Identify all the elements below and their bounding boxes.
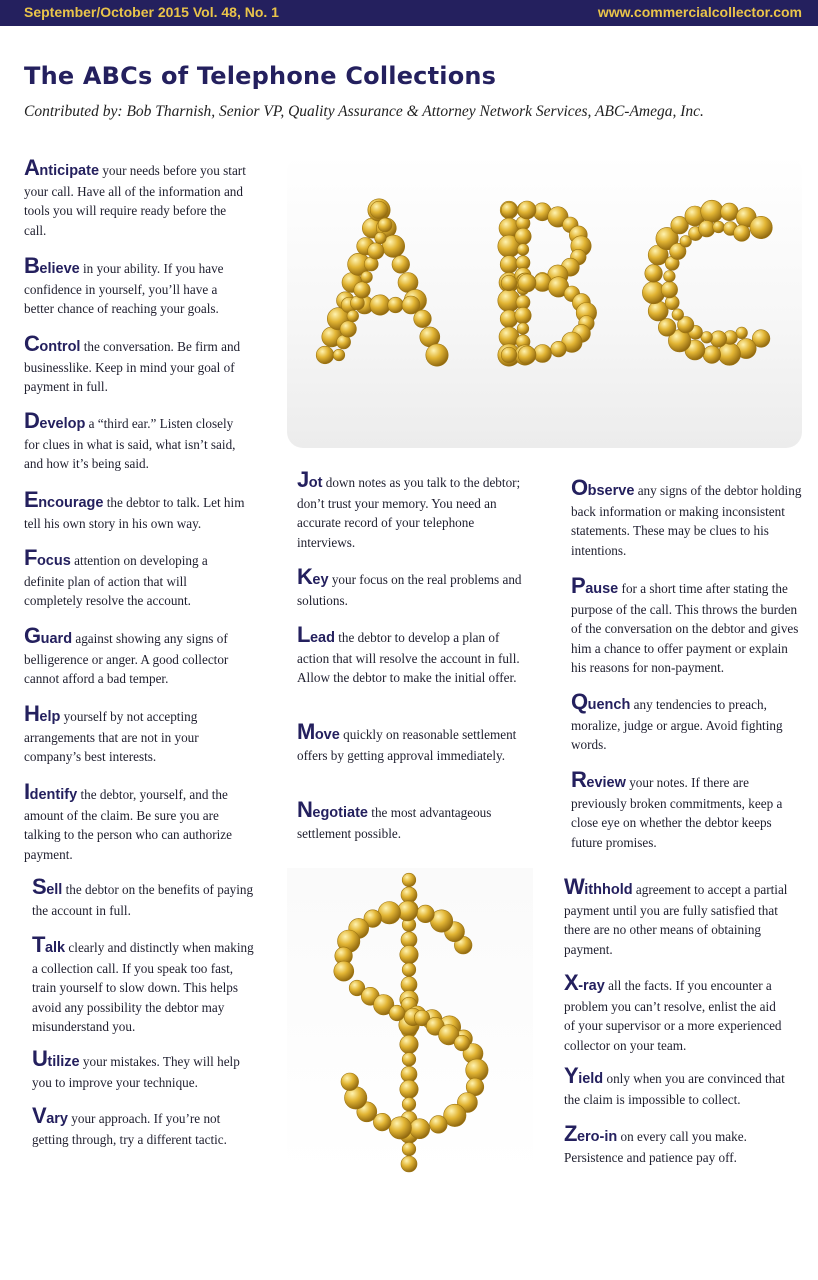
letter-a-coins bbox=[316, 199, 448, 366]
gold-coin bbox=[361, 271, 373, 283]
gold-coin bbox=[466, 1059, 488, 1081]
entry-n: Negotiate the most advantageous settlement possible. bbox=[297, 797, 492, 841]
gold-coin bbox=[401, 1156, 417, 1172]
gold-coin bbox=[410, 1119, 430, 1139]
gold-coin bbox=[414, 310, 432, 328]
entry-f: Focus attention on developing a definite plan of action that will completely resolve the account. bbox=[24, 545, 208, 609]
gold-coin bbox=[347, 310, 359, 322]
gold-coin bbox=[517, 244, 529, 256]
entry-e: Encourage the debtor to talk. Let him tell his own story in his own way. bbox=[24, 487, 245, 531]
gold-coin bbox=[664, 271, 676, 283]
gold-coin bbox=[333, 349, 345, 361]
gold-coin bbox=[370, 201, 388, 219]
gold-coin bbox=[721, 203, 739, 221]
entry-t: Talk clearly and distinctly when making a collection call. If you speak too fast, train yourself to slow down. This helps avoid any possibility the debtor may misunderstand you. bbox=[32, 932, 254, 1035]
entry-o: Observe any signs of the debtor holding back information or making inconsistent statements. These may be clues to his intentions. bbox=[571, 475, 802, 558]
gold-coin bbox=[661, 282, 677, 298]
gold-coin bbox=[713, 221, 725, 233]
entry-r: Review your notes. If there are previously broken commitments, keep a close eye on whether the debtor keeps future promises. bbox=[571, 767, 783, 850]
entry-w: Withhold agreement to accept a partial payment until you are fully satisfied that there are no other means of obtaining payment. bbox=[564, 874, 788, 957]
gold-coin bbox=[645, 265, 663, 283]
gold-coin bbox=[400, 946, 418, 964]
entry-y: Yield only when you are convinced that the claim is impossible to collect. bbox=[564, 1063, 785, 1107]
gold-coin bbox=[658, 319, 676, 337]
entry-a: Anticipate your needs before you start your call. Have all of the information and tools you will require ready before the call. bbox=[24, 155, 246, 238]
gold-coin bbox=[400, 1035, 418, 1053]
gold-coin bbox=[517, 323, 529, 335]
gold-coin bbox=[400, 1080, 418, 1098]
gold-coin bbox=[551, 341, 567, 357]
gold-coin bbox=[734, 225, 750, 241]
gold-coin bbox=[500, 256, 518, 274]
gold-coin bbox=[515, 228, 531, 244]
abc-coins-graphic bbox=[287, 155, 802, 448]
gold-coin bbox=[402, 296, 420, 314]
gold-coin bbox=[341, 1073, 359, 1091]
gold-coin bbox=[515, 307, 531, 323]
gold-coin bbox=[392, 256, 410, 274]
gold-coin bbox=[402, 1053, 416, 1067]
letter-c-coins bbox=[642, 200, 772, 365]
gold-coin bbox=[370, 295, 390, 315]
gold-coin bbox=[375, 232, 387, 244]
abc-coins-illustration bbox=[287, 155, 802, 448]
dollar-sign-coins bbox=[334, 873, 488, 1172]
gold-coin bbox=[454, 1035, 470, 1051]
letter-b-coins bbox=[498, 201, 597, 366]
entry-q: Quench any tendencies to preach, moralize, judge or argue. Avoid fighting words. bbox=[571, 689, 783, 753]
entry-x: X-ray all the facts. If you encounter a problem you can’t resolve, enlist the aid of your supervisor or a more experienced collector on your team. bbox=[564, 970, 782, 1053]
gold-coin bbox=[750, 216, 772, 238]
gold-coin bbox=[402, 1142, 416, 1156]
entry-z: Zero-in on every call you make. Persistence and patience pay off. bbox=[564, 1121, 747, 1165]
gold-coin bbox=[710, 331, 726, 347]
gold-coin bbox=[430, 1116, 448, 1134]
gold-coin bbox=[389, 1117, 411, 1139]
entry-v: Vary your approach. If you’re not getting through, try a different tactic. bbox=[32, 1103, 227, 1147]
gold-coin bbox=[501, 347, 517, 363]
gold-coin bbox=[354, 282, 370, 298]
article-byline: Contributed by: Bob Tharnish, Senior VP, Quality Assurance & Attorney Network Services, ABC-Amega, Inc. bbox=[24, 103, 704, 120]
issue-label: September/October 2015 Vol. 48, No. 1 bbox=[24, 4, 279, 20]
entry-j: Jot down notes as you talk to the debtor; don’t trust your memory. You need an accurate record of your telephone interviews. bbox=[297, 467, 521, 550]
gold-coin bbox=[334, 961, 354, 981]
gold-coin bbox=[417, 905, 435, 923]
entry-p: Pause for a short time after stating the purpose of the call. This throws the burden of the conversation on the debtor and gives him a chance to offer payment or explain his reasons for non-payment. bbox=[571, 573, 799, 676]
website-link[interactable]: www.commercialcollector.com bbox=[597, 4, 802, 20]
gold-coin bbox=[703, 346, 721, 364]
gold-coin bbox=[402, 1097, 416, 1111]
gold-coin bbox=[701, 200, 723, 222]
gold-coin bbox=[518, 201, 536, 219]
gold-coin bbox=[699, 221, 715, 237]
gold-coin bbox=[316, 346, 334, 364]
entry-g: Guard against showing any signs of belligerence or anger. A good collector cannot afford a bad temper. bbox=[24, 623, 229, 687]
gold-coin bbox=[501, 202, 517, 218]
gold-coin bbox=[368, 243, 384, 259]
entry-u: Utilize your mistakes. They will help you to improve your technique. bbox=[32, 1046, 240, 1090]
gold-coin bbox=[518, 346, 536, 364]
entry-d: Develop a “third ear.” Listen closely for clues in what is said, what isn’t said, and how it’s being said. bbox=[24, 408, 236, 472]
gold-coin bbox=[534, 345, 552, 363]
gold-coin bbox=[402, 963, 416, 977]
gold-coin bbox=[340, 321, 356, 337]
entry-l: Lead the debtor to develop a plan of action that will resolve the account in full. Allow the debtor to make the initial offer. bbox=[297, 622, 520, 686]
gold-coin bbox=[378, 218, 392, 232]
entry-c: Control the conversation. Be firm and businesslike. Keep in mind your goal of payment in full. bbox=[24, 331, 241, 395]
entry-b: Believe in your ability. If you have confidence in yourself, you’ll have a better chance of reaching your goals. bbox=[24, 253, 224, 317]
gold-coin bbox=[501, 275, 517, 291]
entry-k: Key your focus on the real problems and solutions. bbox=[297, 564, 522, 608]
article-title: The ABCs of Telephone Collections bbox=[24, 62, 497, 90]
entry-m: Move quickly on reasonable settlement offers by getting approval immediately. bbox=[297, 719, 517, 763]
dollar-coins-illustration bbox=[287, 868, 533, 1176]
gold-coin bbox=[402, 873, 416, 887]
gold-coin bbox=[672, 309, 684, 321]
entry-i: Identify the debtor, yourself, and the amount of the claim. Be sure you are talking to the person who can authorize payment. bbox=[24, 779, 233, 862]
entry-h: Help yourself by not accepting arrangements that are not in your company’s best interests. bbox=[24, 701, 199, 765]
gold-coin bbox=[426, 344, 448, 366]
entry-s: Sell the debtor on the benefits of paying the account in full. bbox=[32, 874, 254, 918]
masthead-bar bbox=[0, 0, 818, 26]
gold-coin bbox=[388, 297, 404, 313]
gold-coin bbox=[518, 274, 536, 292]
gold-coin bbox=[389, 1005, 405, 1021]
dollar-coins-graphic bbox=[287, 868, 533, 1176]
